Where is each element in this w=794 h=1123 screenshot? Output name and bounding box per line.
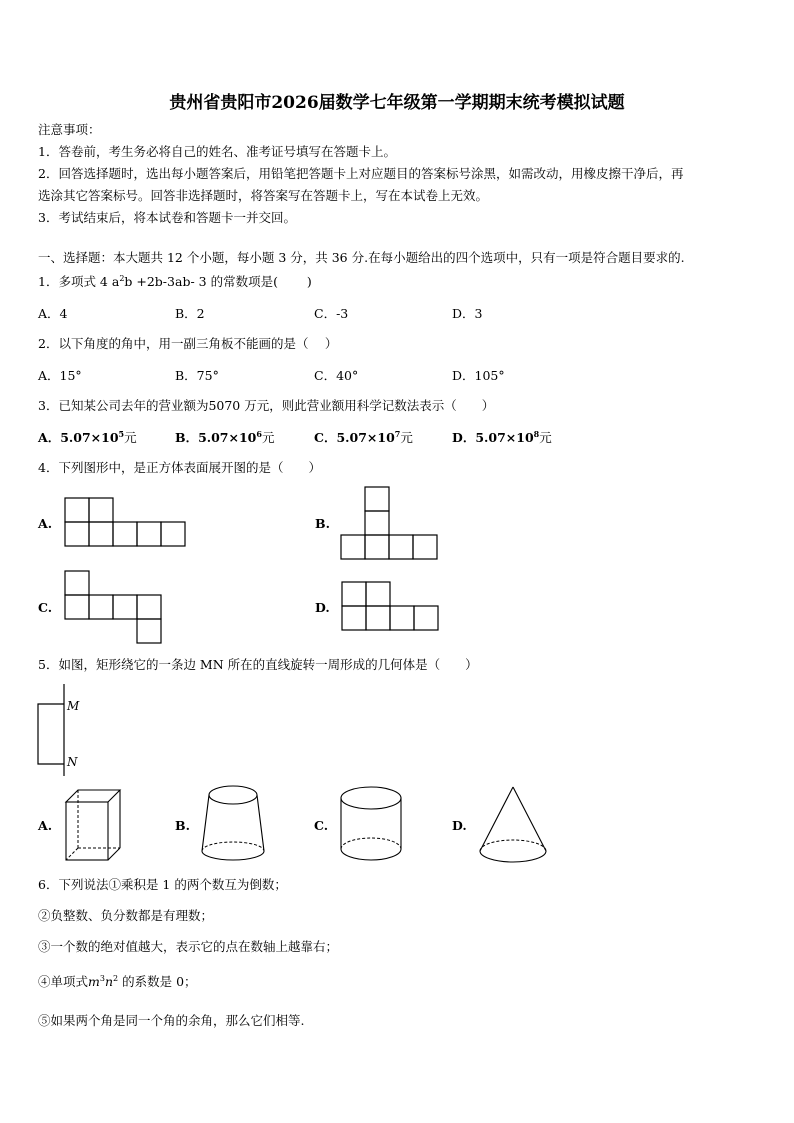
q5-cone-figure: [478, 785, 548, 865]
q4-net-d: [342, 582, 442, 634]
q4-label-c: C.: [38, 600, 53, 615]
q4-net-c: [65, 571, 165, 647]
notice-item-2: 2．回答选择题时，选出每小题答案后，用铅笔把答题卡上对应题目的答案标号涂黑，如需改动，用橡皮擦干净后，再: [38, 166, 684, 181]
q4-net-a: [65, 498, 187, 548]
q5-cylinder-figure: [338, 785, 404, 865]
notice-item-3: 3．考试结束后，将本试卷和答题卡一并交回。: [38, 210, 296, 225]
q2-option-d: D．105°: [452, 368, 505, 383]
q2-option-a: A．15°: [38, 368, 82, 383]
page-title: 贵州省贵阳市2026届数学七年级第一学期期末统考模拟试题: [169, 93, 625, 113]
q1-option-b: B．2: [175, 306, 205, 321]
section-heading: 一、选择题：本大题共 12 个小题，每小题 3 分，共 36 分.在每小题给出的四个选项中，只有一项是符合题目要求的.: [38, 250, 685, 265]
question-5-stem: 5．如图，矩形绕它的一条边 MN 所在的直线旋转一周形成的几何体是（ ）: [38, 657, 478, 672]
q1-option-c: C．-3: [314, 306, 349, 321]
notice-item-1: 1．答卷前，考生务必将自己的姓名、准考证号填写在答题卡上。: [38, 144, 396, 159]
q5-label-a: A.: [38, 818, 53, 833]
q5-label-d: D.: [452, 818, 467, 833]
q1-option-a: A．4: [38, 306, 68, 321]
notice-heading: 注意事项：: [38, 122, 101, 137]
q6-statement-2: ②负整数、负分数都是有理数；: [38, 908, 214, 923]
q3-option-a: A．$5.07\times 10^5$元: [38, 428, 137, 445]
q6-statement-4: ④单项式$m^3n^2$ 的系数是 0；: [38, 973, 197, 989]
q5-rectangle-figure: [36, 684, 86, 776]
q5-label-b: B.: [175, 818, 190, 833]
q3-option-b: B．$5.07\times 10^6$元: [175, 428, 275, 445]
question-1-stem: 1．多项式 4 $a^2b +2b-3ab-$ 3 的常数项是( ): [38, 273, 312, 289]
q3-option-c: C．$5.07\times 10^7$元: [314, 428, 413, 445]
q5-prism-figure: [64, 788, 124, 864]
q5-frustum-figure: [200, 785, 266, 865]
q5-label-n: N: [67, 755, 78, 769]
q4-net-b: [341, 487, 441, 563]
question-2-stem: 2．以下角度的角中，用一副三角板不能画的是（ ）: [38, 336, 338, 351]
notice-item-2-cont: 选涂其它答案标号。回答非选择题时，将答案写在答题卡上，写在本试卷上无效。: [38, 188, 489, 203]
question-3-stem: 3．已知某公司去年的营业额为5070 万元，则此营业额用科学记数法表示（ ）: [38, 398, 495, 413]
q4-label-a: A.: [38, 516, 53, 531]
question-6-stem: 6．下列说法①乘积是 1 的两个数互为倒数；: [38, 877, 287, 892]
q5-label-c: C.: [314, 818, 329, 833]
q6-statement-3: ③一个数的绝对值越大，表示它的点在数轴上越靠右；: [38, 939, 339, 954]
q5-label-m: M: [67, 699, 80, 713]
q4-label-d: D.: [315, 600, 330, 615]
q3-option-d: D．$5.07\times 10^8$元: [452, 428, 552, 445]
q2-option-b: B．75°: [175, 368, 219, 383]
q4-label-b: B.: [315, 516, 330, 531]
q1-option-d: D．3: [452, 306, 483, 321]
q6-statement-5: ⑤如果两个角是同一个角的余角，那么它们相等.: [38, 1013, 305, 1028]
question-4-stem: 4．下列图形中，是正方体表面展开图的是（ ）: [38, 460, 321, 475]
q2-option-c: C．40°: [314, 368, 359, 383]
